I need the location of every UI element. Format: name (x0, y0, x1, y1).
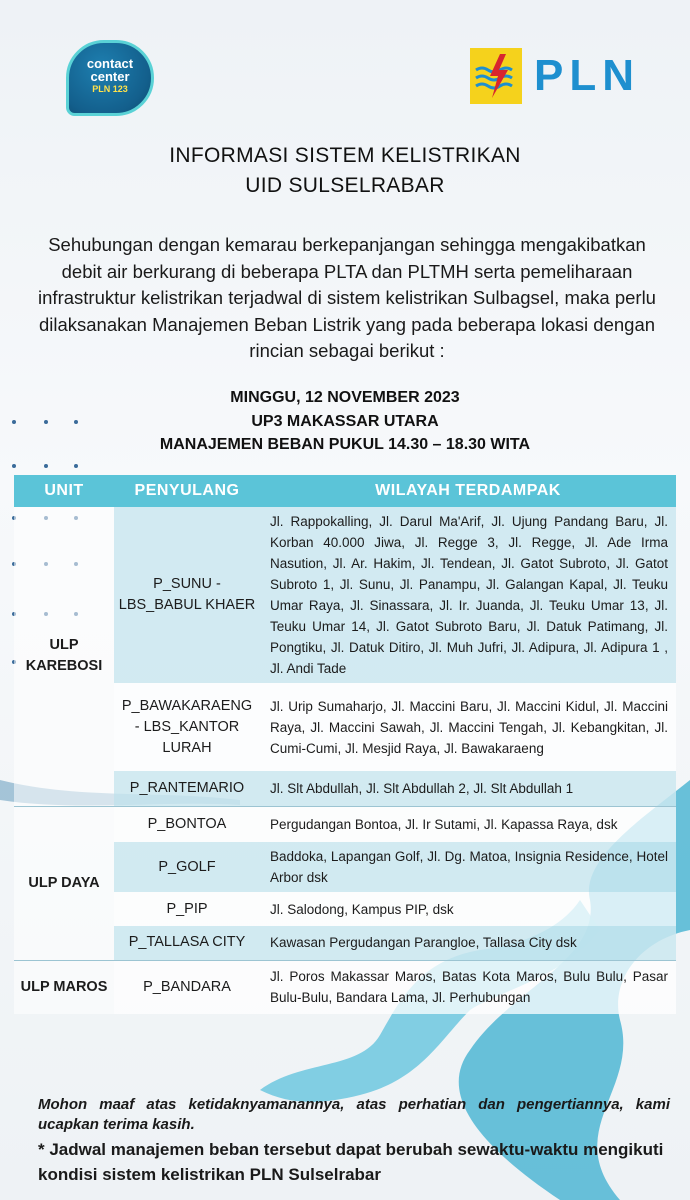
lightning-bolt-icon (470, 48, 522, 104)
unit-daya: ULP DAYA (14, 806, 114, 960)
intro-paragraph: Sehubungan dengan kemarau berkepanjangan sehingga mengakibatkan debit air berkurang di beberapa PLTA dan PLTMH serta pemeliharaan infrastruktur kelistrikan terjadwal di sistem kelistrikan Sulbagsel, maka perlu dilaksanakan Manajemen Beban Listrik yang pada beberapa lokasi dengan rincian sebagai berikut : (38, 234, 656, 361)
header-unit: UNIT (14, 475, 114, 507)
unit-karebosi: ULP KAREBOSI (14, 507, 114, 806)
unit-maros: ULP MAROS (14, 960, 114, 1014)
table-row (14, 892, 676, 926)
contact-center-line2: center (90, 69, 130, 84)
table-row (14, 771, 676, 806)
chat-bubble-icon (66, 40, 154, 116)
affected-areas-table (14, 475, 676, 1014)
contact-center-line3: PLN 123 (92, 84, 128, 94)
table-row (14, 926, 676, 960)
feeder-cell: P_PIP (114, 892, 260, 926)
apology-note: Mohon maaf atas ketidaknyamanannya, atas perhatian dan pengertiannya, kami ucapkan terima kasih. (38, 1096, 670, 1133)
table-row (14, 683, 676, 771)
page-title (0, 141, 690, 201)
area-cell: Jl. Salodong, Kampus PIP, dsk (260, 892, 676, 926)
area-cell: Jl. Slt Abdullah, Jl. Slt Abdullah 2, Jl. Slt Abdullah 1 (260, 771, 676, 806)
area-cell: Pergudangan Bontoa, Jl. Ir Sutami, Jl. Kapassa Raya, dsk (260, 806, 676, 842)
schedule-change-note: * Jadwal manajemen beban tersebut dapat berubah sewaktu-waktu mengikuti kondisi sistem kelistrikan PLN Sulselrabar (38, 1140, 664, 1184)
table-row (14, 507, 676, 683)
contact-center-line1: contact (86, 56, 134, 71)
title-line1: INFORMASI SISTEM KELISTRIKAN (169, 144, 521, 167)
schedule-time: MANAJEMEN BEBAN PUKUL 14.30 – 18.30 WITA (159, 436, 531, 453)
title-line2: UID SULSELRABAR (245, 174, 445, 197)
schedule-info (0, 386, 690, 457)
feeder-cell: P_BONTOA (114, 806, 260, 842)
feeder-cell: P_SUNU - LBS_BABUL KHAER (114, 507, 260, 683)
table-row (14, 960, 676, 1014)
area-cell: Kawasan Pergudangan Parangloe, Tallasa City dsk (260, 926, 676, 960)
feeder-cell: P_BANDARA (114, 960, 260, 1014)
feeder-cell: P_TALLASA CITY (114, 926, 260, 960)
contact-center-logo (66, 40, 158, 122)
pln-logo (470, 44, 660, 108)
schedule-date: MINGGU, 12 NOVEMBER 2023 (230, 389, 460, 406)
table-row (14, 842, 676, 892)
header-feeder: PENYULANG (114, 475, 260, 507)
area-cell: Jl. Urip Sumaharjo, Jl. Maccini Baru, Jl. Maccini Kidul, Jl. Maccini Raya, Jl. Maccini Sawah, Jl. Maccini Tengah, Jl. Kebangkitan, Jl. Cumi-Cumi, Jl. Mesjid Raya, Jl. Bawakaraeng (260, 683, 676, 771)
schedule-up3: UP3 MAKASSAR UTARA (251, 412, 439, 430)
table-header-row (14, 475, 676, 507)
table-row (14, 806, 676, 842)
area-cell: Jl. Poros Makassar Maros, Batas Kota Maros, Bulu Bulu, Pasar Bulu-Bulu, Bandara Lama, Jl. Perhubungan (260, 960, 676, 1014)
feeder-cell: P_GOLF (114, 842, 260, 892)
area-cell: Baddoka, Lapangan Golf, Jl. Dg. Matoa, Insignia Residence, Hotel Arbor dsk (260, 842, 676, 892)
area-cell: Jl. Rappokalling, Jl. Darul Ma'Arif, Jl. Ujung Pandang Baru, Jl. Korban 40.000 Jiwa, Jl. Regge 3, Jl. Regge, Jl. Ade Irma Nasution, Jl. Ar. Hakim, Jl. Tendean, Jl. Gatot Subroto, Jl. Gatot Subroto 1, Jl. Sunu, Jl. Panampu, Jl. Galangan Kapal, Jl. Teuku Umar Raya, Jl. Sinassara, Jl. Ir. Juanda, Jl. Teuku Umar 13, Jl. Teuku Umar 14, Jl. Gatot Subroto Baru, Jl. Datuk Patimang, Jl. Pongtiku, Jl. Datuk Ditiro, Jl. Muh Jufri, Jl. Adipura, Jl. Adipura 1 , Jl. Andi Tade (260, 507, 676, 683)
feeder-cell: P_BAWAKARAENG - LBS_KANTOR LURAH (114, 683, 260, 771)
pln-wordmark: PLN (534, 51, 640, 100)
header-area: WILAYAH TERDAMPAK (260, 475, 676, 507)
feeder-cell: P_RANTEMARIO (114, 771, 260, 806)
